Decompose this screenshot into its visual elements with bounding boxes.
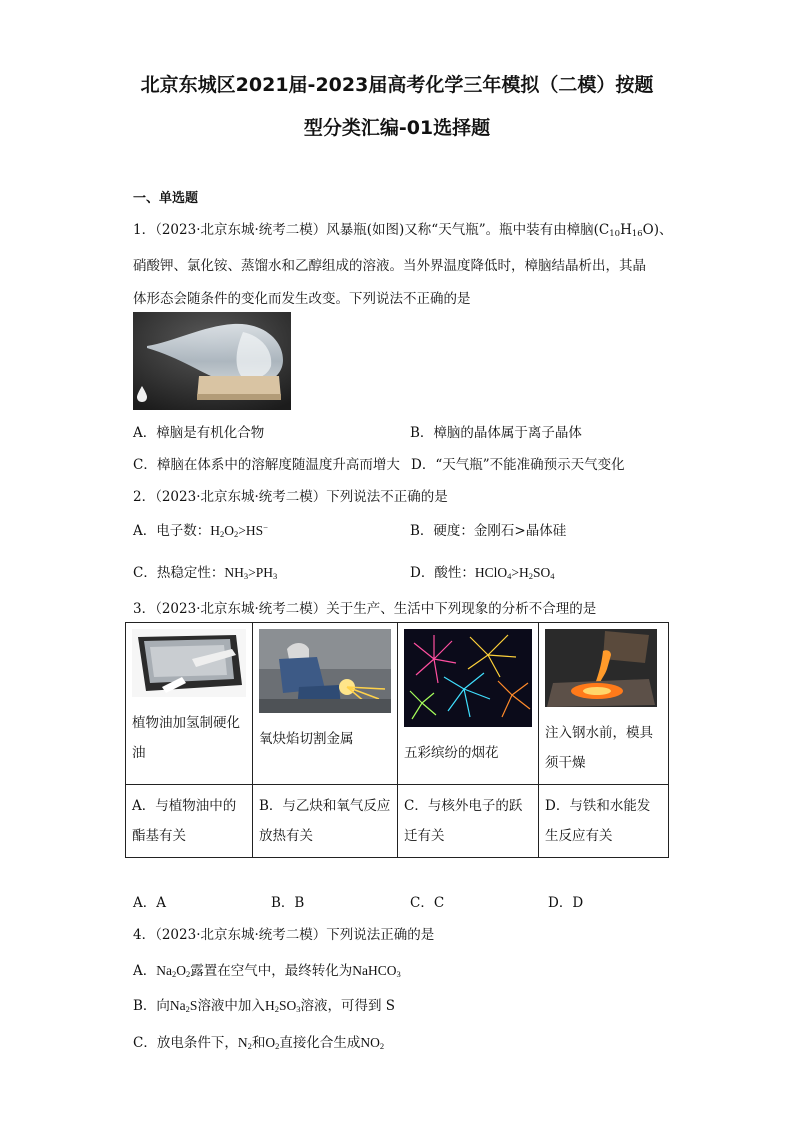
- q3-stem: 3．（2023·北京东城·统考二模）关于生产、生活中下列现象的分析不合理的是: [133, 601, 597, 617]
- doc-title-line1: 北京东城区2021届-2023届高考化学三年模拟（二模）按题: [140, 74, 654, 96]
- q2-option-c[interactable]: C．热稳定性：$NH_3>PH_3$: [133, 565, 278, 581]
- q2-option-a[interactable]: A．电子数：$H_2O_2>HS^-$: [133, 522, 268, 539]
- q1-stem-line1: 1．（2023·北京东城·统考二模）风暴瓶(如图)又称“天气瓶”。瓶中装有由樟脑$(C_{10}H_{16}O)$、: [133, 222, 673, 239]
- q1-option-c[interactable]: C．樟脑在体系中的溶解度随温度升高而增大: [133, 457, 400, 473]
- q4-option-c[interactable]: C．放电条件下，$N_2$和$O_2$直接化合生成$NO_2$: [133, 1035, 385, 1051]
- q3-table: [125, 622, 669, 858]
- q3-option-a[interactable]: A．A: [133, 895, 166, 911]
- q3-analysis-b[interactable]: B．与乙炔和氧气反应放热有关: [253, 785, 398, 858]
- storm-glass-photo-icon: [133, 312, 291, 410]
- q3-cell-4: [539, 623, 669, 785]
- q3-caption-4: 注入钢水前，模具须干燥: [545, 725, 653, 771]
- q3-caption-2: 氧炔焰切割金属: [259, 731, 354, 747]
- q1-stem-line2: 硝酸钾、氯化铵、蒸馏水和乙醇组成的溶液。当外界温度降低时，樟脑结晶析出，其晶: [133, 258, 646, 274]
- q4-option-b[interactable]: B．向$Na_2S$溶液中加入$H_2SO_3$溶液，可得到 S: [133, 998, 395, 1014]
- q3-image-row: [126, 623, 669, 785]
- section-heading: 一、单选题: [133, 191, 199, 206]
- q1-option-d[interactable]: D．“天气瓶”不能准确预示天气变化: [411, 457, 625, 473]
- q3-cell-1: [126, 623, 253, 785]
- doc-title-line2: 型分类汇编-01选择题: [303, 117, 491, 139]
- q3-option-d[interactable]: D．D: [548, 895, 584, 911]
- q3-analysis-c[interactable]: C．与核外电子的跃迁有关: [398, 785, 539, 858]
- fireworks-photo-icon: [404, 629, 532, 738]
- q3-analysis-d[interactable]: D．与铁和水能发生反应有关: [539, 785, 669, 858]
- q4-option-a[interactable]: A．$Na_2O_2$露置在空气中，最终转化为NaHCO$_3$: [133, 963, 401, 979]
- q1-option-a[interactable]: A．樟脑是有机化合物: [133, 425, 265, 441]
- camphor-formula: $C_{10}H_{16}O$: [598, 222, 654, 239]
- q3-cell-2: [253, 623, 398, 785]
- q3-option-c[interactable]: C．C: [410, 895, 445, 911]
- molten-steel-photo-icon: [545, 629, 657, 718]
- q2-option-b[interactable]: B．硬度：金刚石>晶体硅: [410, 523, 567, 539]
- q1-stem-line3: 体形态会随条件的变化而发生改变。下列说法不正确的是: [133, 291, 471, 307]
- q3-analysis-row: [126, 785, 669, 858]
- q3-option-b[interactable]: B．B: [271, 895, 305, 911]
- q2-option-d[interactable]: D．酸性：$HClO_4>H_2SO_4$: [410, 565, 555, 581]
- q3-cell-3: [398, 623, 539, 785]
- q3-caption-1: 植物油加氢制硬化油: [132, 715, 240, 761]
- welding-photo-icon: [259, 629, 391, 724]
- q3-caption-3: 五彩缤纷的烟花: [404, 745, 499, 761]
- margarine-photo-icon: [132, 629, 246, 708]
- q2-stem: 2．（2023·北京东城·统考二模）下列说法不正确的是: [133, 489, 448, 505]
- q4-stem: 4．（2023·北京东城·统考二模）下列说法正确的是: [133, 927, 435, 943]
- q1-option-b[interactable]: B．樟脑的晶体属于离子晶体: [410, 425, 582, 441]
- q3-analysis-a[interactable]: A．与植物油中的酯基有关: [126, 785, 253, 858]
